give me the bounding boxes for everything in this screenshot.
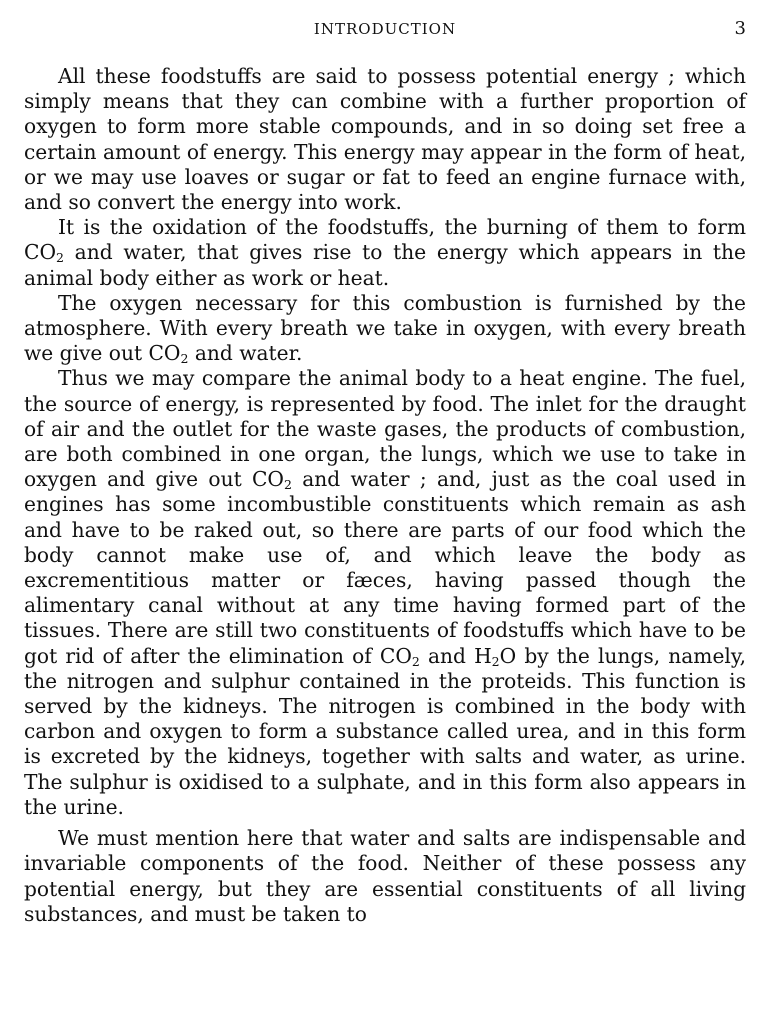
paragraph <box>24 64 746 215</box>
subscript: 2 <box>491 653 500 669</box>
subscript: 2 <box>283 477 292 493</box>
body-text <box>24 64 746 927</box>
page-number: 3 <box>734 18 746 39</box>
text-run: and H <box>419 643 492 668</box>
subscript: 2 <box>56 250 64 266</box>
paragraph <box>24 826 746 927</box>
subscript: 2 <box>180 351 189 367</box>
subscript: 2 <box>411 653 420 669</box>
text-run: All these foodstuffs are said to possess potential energy ; which simply means that they can combine with a further proportion of oxygen to form more stable compounds, and in so doing set free a certain amount of energy. This energy may appear in the form of heat, or we may use loaves or sugar or fat to feed an engine furnace with, and so convert the energy into work. <box>24 64 746 215</box>
text-run: We must mention here that water and salts are indispensable and invariable components of the food. Neither of these possess any potential energy, but they are essential constituents of all living substances, and must be taken to <box>24 826 746 926</box>
text-run: and water, that gives rise to the energy which appears in the animal body either as work or heat. <box>24 240 746 290</box>
text-run: O by the lungs, namely, the nitrogen and sulphur contained in the proteids. This function is served by the kidneys. The nitrogen is combined in the body with carbon and oxygen to form a substance called urea, and in this form is excreted by the kidneys, together with salts and water, as urine. The sulphur is oxidised to a sulphate, and in this form also appears in the urine. <box>24 643 746 819</box>
book-page <box>24 18 746 927</box>
paragraph <box>24 291 746 367</box>
text-run: It is the oxidation of the foodstuffs, the burning of them to form CO <box>24 215 746 265</box>
paragraph <box>24 366 746 820</box>
running-head <box>24 18 746 44</box>
text-run: The oxygen necessary for this combustion is furnished by the atmosphere. With every breath we take in oxygen, with every breath we give out CO <box>24 290 746 366</box>
running-title: INTRODUCTION <box>313 20 457 38</box>
paragraph <box>24 215 746 291</box>
text-run: and water. <box>188 341 303 366</box>
text-run: and water ; and, just as the coal used in engines has some incombustible constituents which remain as ash and have to be raked out, so there are parts of our food which the body cannot make use of, and which leave the body as excrementitious matter or fæces, having passed though the alimentary canal without at any time having formed part of the tissues. There are still two constituents of foodstuffs which have to be got rid of after the elimination of CO <box>24 467 746 668</box>
text-run: Thus we may compare the animal body to a heat engine. The fuel, the source of energy, is represented by food. The inlet for the draught of air and the outlet for the waste gases, the products of combustion, are both combined in one organ, the lungs, which we use to take in oxygen and give out CO <box>24 366 746 492</box>
